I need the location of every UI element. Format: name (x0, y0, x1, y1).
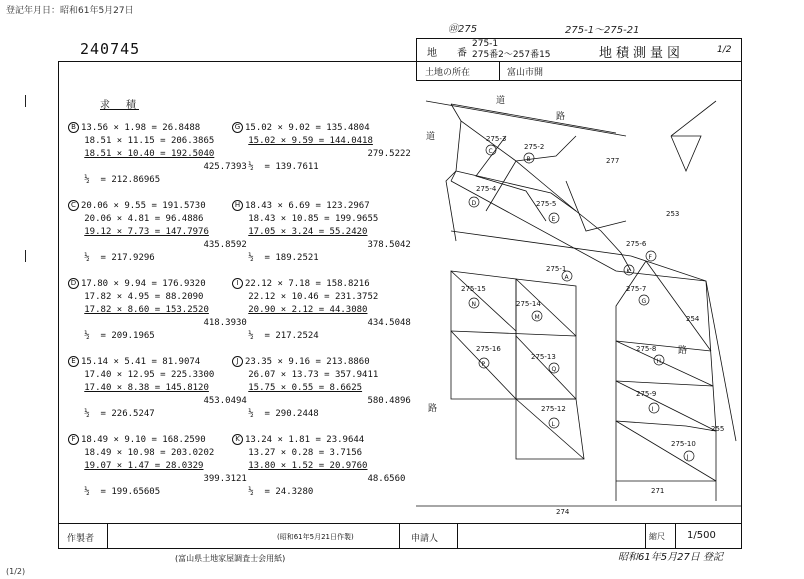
calc-row-text: 18.51 × 10.40 = 192.5040 (84, 149, 215, 159)
calc-row (232, 395, 411, 408)
calc-block (68, 434, 247, 499)
calc-block (68, 278, 247, 343)
calc-row-text: 378.5042 (248, 240, 411, 250)
road-line (426, 101, 626, 136)
calc-row-text: 17.40 × 12.95 = 225.3300 (84, 370, 215, 380)
parcel-letter-label: K (626, 268, 631, 275)
calc-row (68, 408, 247, 421)
north-arrow (671, 136, 701, 171)
parcel-number-label: 275-3 (486, 135, 507, 143)
calc-row-text: 48.6560 (248, 474, 406, 484)
calc-row (232, 135, 411, 148)
calc-row-text: ½ = 217.2524 (248, 331, 319, 341)
document-title: 地積測量図 (599, 46, 685, 61)
calc-row (68, 278, 247, 291)
calc-row-text: 13.80 × 1.52 = 20.9760 (248, 461, 368, 471)
parcel-number-label: 275-15 (461, 285, 486, 293)
parcel-number-label: 275-16 (476, 345, 501, 353)
calc-row-text: 279.5222 (248, 149, 411, 159)
calc-row (232, 330, 411, 343)
calc-row (68, 330, 247, 343)
calc-row-text: 20.06 × 4.81 = 96.4886 (84, 214, 204, 224)
calc-row (232, 486, 405, 499)
parcel-letter-label: G (641, 298, 647, 305)
calc-row-text: 15.14 × 5.41 = 81.9074 (81, 357, 201, 367)
calc-row-text: 20.06 × 9.55 = 191.5730 (81, 201, 206, 211)
calc-row (68, 434, 247, 447)
parcel-line2: 275番2～257番15 (472, 50, 551, 60)
calc-row-text: ½ = 139.7611 (248, 162, 319, 172)
parcel-letter-label: L (551, 421, 555, 428)
calc-row-text: 18.43 × 10.85 = 199.9655 (248, 214, 379, 224)
diag-line (616, 341, 713, 386)
registration-date-note: 登記年月日：昭和61年5月27日 (6, 6, 134, 16)
parcel-number-label: 254 (686, 315, 700, 323)
parcel-letter-label: N (471, 301, 476, 308)
calc-row-text: 18.49 × 10.98 = 203.0202 (84, 448, 215, 458)
parcel-mark-circle: D (68, 278, 79, 289)
boundary-line (451, 181, 706, 281)
calc-row-text: 17.80 × 9.94 = 176.9320 (81, 279, 206, 289)
parcel-letter-label: A (564, 274, 569, 281)
north-arrow-line (671, 101, 716, 136)
parcel-number-label: 275-10 (671, 440, 696, 448)
diag-line (646, 261, 711, 351)
calc-row-text: 13.27 × 0.28 = 3.7156 (248, 448, 363, 458)
scale-value: 1/500 (687, 530, 716, 541)
parcel-letter-label: J (686, 454, 689, 461)
location-row (416, 61, 742, 81)
calc-row (232, 200, 411, 213)
calc-row (68, 473, 247, 486)
calc-row (68, 317, 247, 330)
calc-row (232, 434, 405, 447)
calc-row-text: 19.07 × 1.47 = 28.0329 (84, 461, 204, 471)
parcel-letter-label: F (648, 254, 652, 261)
calc-row (68, 252, 247, 265)
parcel-number-label: 275-13 (531, 353, 556, 361)
calc-row (232, 447, 405, 460)
parcel-mark-circle: I (232, 278, 243, 289)
map-road-label: 路 (556, 112, 566, 122)
location-value: 富山市開 (507, 68, 544, 78)
calc-row-text: 425.7393 (84, 162, 247, 172)
calc-row (232, 148, 411, 161)
calc-row-text: ½ = 226.5247 (84, 409, 155, 419)
calc-row-text: ½ = 212.86965 (84, 175, 161, 185)
maker-label: 作製者 (67, 534, 95, 544)
calc-row-text: 17.82 × 8.60 = 153.2520 (84, 305, 209, 315)
parcel-letter-label: B (526, 156, 531, 163)
boundary-line (616, 341, 711, 351)
calc-row-text: 418.3930 (84, 318, 247, 328)
calc-row (68, 460, 247, 473)
calc-block (68, 122, 247, 187)
bottom-info-bar (58, 524, 742, 549)
diag-line (566, 181, 626, 231)
calc-row (232, 473, 405, 486)
parcel-letter-label: P (481, 361, 486, 368)
calc-row (68, 291, 247, 304)
parcel-letter-label: M (534, 314, 540, 321)
page-fraction: 1/2 (717, 45, 732, 55)
calc-row (232, 252, 411, 265)
map-road-label: 路 (428, 404, 438, 414)
survey-map (416, 81, 742, 524)
calc-block (232, 122, 411, 174)
calc-block (232, 278, 411, 343)
calc-row-text: 18.51 × 11.15 = 206.3865 (84, 136, 215, 146)
diag-line (616, 381, 716, 431)
parcel-number-label: 255 (711, 425, 725, 433)
calc-row (232, 408, 411, 421)
parcel-label: 地 番 (427, 48, 467, 59)
page-indicator: (1/2) (6, 567, 26, 576)
association-note: (富山県土地家屋調査士会用紙) (175, 554, 286, 563)
calc-row (68, 200, 247, 213)
calc-row-text: 453.0494 (84, 396, 247, 406)
parcel-mark-circle: F (68, 434, 79, 445)
calc-row-text: 26.07 × 13.73 = 357.9411 (248, 370, 379, 380)
document-number: 240745 (80, 40, 141, 58)
calc-row-text: ½ = 209.1965 (84, 331, 155, 341)
parcel-mark-circle: J (232, 356, 243, 367)
parcel-letter-label: C (488, 148, 493, 155)
parcel-letter-label: E (551, 216, 556, 223)
parcel-mark-circle: B (68, 122, 79, 133)
map-road-label: 道 (426, 132, 436, 142)
punch-mark (25, 250, 31, 262)
calc-row (232, 356, 411, 369)
calc-row-text: 399.3121 (84, 474, 247, 484)
calc-row-text: 15.02 × 9.59 = 144.0418 (248, 136, 373, 146)
handwritten-parcel-note: ㊞275 (448, 24, 478, 35)
calc-row-text: 17.05 × 3.24 = 55.2420 (248, 227, 368, 237)
boundary-line (451, 331, 576, 336)
calc-row (68, 369, 247, 382)
calc-row-text: ½ = 199.65605 (84, 487, 161, 497)
calc-row (68, 239, 247, 252)
parcel-number-label: 275-2 (524, 143, 545, 151)
calc-row-text: 18.49 × 9.10 = 168.2590 (81, 435, 206, 445)
parcel-letter-label: Q (551, 366, 557, 373)
calc-row-text: 434.5048 (248, 318, 411, 328)
calc-row-text: 15.75 × 0.55 = 8.6625 (248, 383, 363, 393)
parcel-mark-circle: K (232, 434, 243, 445)
parcel-number-label: 271 (651, 487, 665, 495)
calc-row-text: 15.02 × 9.02 = 135.4804 (245, 123, 370, 133)
parcel-letter-label: D (471, 200, 477, 207)
calc-row-text: 13.24 × 1.81 = 23.9644 (245, 435, 365, 445)
calc-row-text: 17.82 × 4.95 = 88.2090 (84, 292, 204, 302)
parcel-mark-circle: H (232, 200, 243, 211)
punch-mark (25, 95, 31, 107)
parcel-line1: 275-1 (472, 39, 499, 49)
calc-row (232, 369, 411, 382)
title-block (416, 38, 742, 62)
calc-row (68, 135, 247, 148)
calc-row-text: 23.35 × 9.16 = 213.8860 (245, 357, 370, 367)
calc-row (232, 122, 411, 135)
calc-row-text: 18.43 × 6.69 = 123.2967 (245, 201, 370, 211)
calc-row (68, 122, 247, 135)
calc-row (232, 291, 411, 304)
boundary-line (446, 171, 456, 241)
parcel-letter-label: I (651, 406, 654, 413)
maker-value-cell (107, 524, 400, 548)
calc-row (68, 486, 247, 499)
calc-row-text: 22.12 × 10.46 = 231.3752 (248, 292, 379, 302)
handwritten-registration-date: 昭和61年5月27日 登記 (618, 552, 723, 563)
made-date-note: (昭和61年5月21日作製) (277, 533, 354, 541)
calc-block (68, 356, 247, 421)
calc-row (232, 304, 411, 317)
parcel-number-label: 275-14 (516, 300, 541, 308)
parcel-number-label: 275-1 (546, 265, 567, 273)
parcel-number-label: 275-7 (626, 285, 647, 293)
calc-row (68, 161, 247, 174)
parcel-number-label: 275-4 (476, 185, 497, 193)
calc-row-text: ½ = 24.3280 (248, 487, 314, 497)
calc-row (68, 382, 247, 395)
calc-row-text: 580.4896 (248, 396, 411, 406)
calc-row (232, 460, 405, 473)
parcel-number-label: 275-9 (636, 390, 657, 398)
calc-block (232, 200, 411, 265)
calc-row (68, 356, 247, 369)
calc-row-text: ½ = 290.2448 (248, 409, 319, 419)
calc-row (68, 213, 247, 226)
parcel-value (472, 39, 551, 61)
calc-row (68, 174, 247, 187)
map-road-label: 道 (496, 96, 506, 106)
parcel-mark-circle: G (232, 122, 243, 133)
applicant-label: 申請人 (411, 534, 439, 544)
map-road-label: 路 (678, 346, 688, 356)
parcel-number-label: 274 (556, 508, 570, 516)
calc-row (68, 395, 247, 408)
boundary-line (616, 421, 716, 481)
calc-block (232, 356, 411, 421)
diag-line (516, 336, 576, 399)
parcel-number-label: 277 (606, 157, 620, 165)
divider (499, 61, 500, 80)
parcel-letter-circle (649, 403, 659, 413)
diag-line (451, 271, 516, 331)
calc-block (232, 434, 405, 499)
calc-row-text: 435.8592 (84, 240, 247, 250)
calc-row-text: 19.12 × 7.73 = 147.7976 (84, 227, 209, 237)
applicant-value-cell (457, 524, 646, 548)
calc-row-text: 20.90 × 2.12 = 44.3080 (248, 305, 368, 315)
road-line (451, 104, 616, 133)
handwritten-range-note: 275-1～275-21 (565, 25, 640, 36)
scale-label: 縮尺 (649, 532, 665, 541)
calc-row-text: ½ = 189.2521 (248, 253, 319, 263)
calc-row-text: 13.56 × 1.98 = 26.8488 (81, 123, 201, 133)
parcel-mark-circle: C (68, 200, 79, 211)
parcel-number-label: 275-8 (636, 345, 657, 353)
parcel-outline (516, 279, 576, 399)
parcel-number-label: 253 (666, 210, 680, 218)
parcel-mark-circle: E (68, 356, 79, 367)
calc-row (68, 447, 247, 460)
calc-row (232, 239, 411, 252)
calc-row (232, 161, 411, 174)
location-label: 土地の所在 (425, 68, 471, 78)
parcel-number-label: 275-6 (626, 240, 647, 248)
calc-row (232, 382, 411, 395)
calc-row-text: ½ = 217.9296 (84, 253, 155, 263)
road-line (706, 281, 736, 441)
calc-row (68, 226, 247, 239)
calc-row (232, 226, 411, 239)
calc-row (68, 304, 247, 317)
calc-row (68, 148, 247, 161)
calc-row (232, 213, 411, 226)
parcel-number-label: 275-5 (536, 200, 557, 208)
calc-row-text: 17.40 × 8.38 = 145.8120 (84, 383, 209, 393)
parcel-letter-circle (684, 451, 694, 461)
calc-row (232, 278, 411, 291)
calc-row (232, 317, 411, 330)
calc-row-text: 22.12 × 7.18 = 158.8216 (245, 279, 370, 289)
calc-section-title: 求 積 (100, 100, 139, 111)
parcel-number-label: 275-12 (541, 405, 566, 413)
parcel-letter-label: H (656, 358, 662, 365)
calc-block (68, 200, 247, 265)
boundary-line (631, 256, 646, 261)
boundary-line (616, 381, 713, 386)
